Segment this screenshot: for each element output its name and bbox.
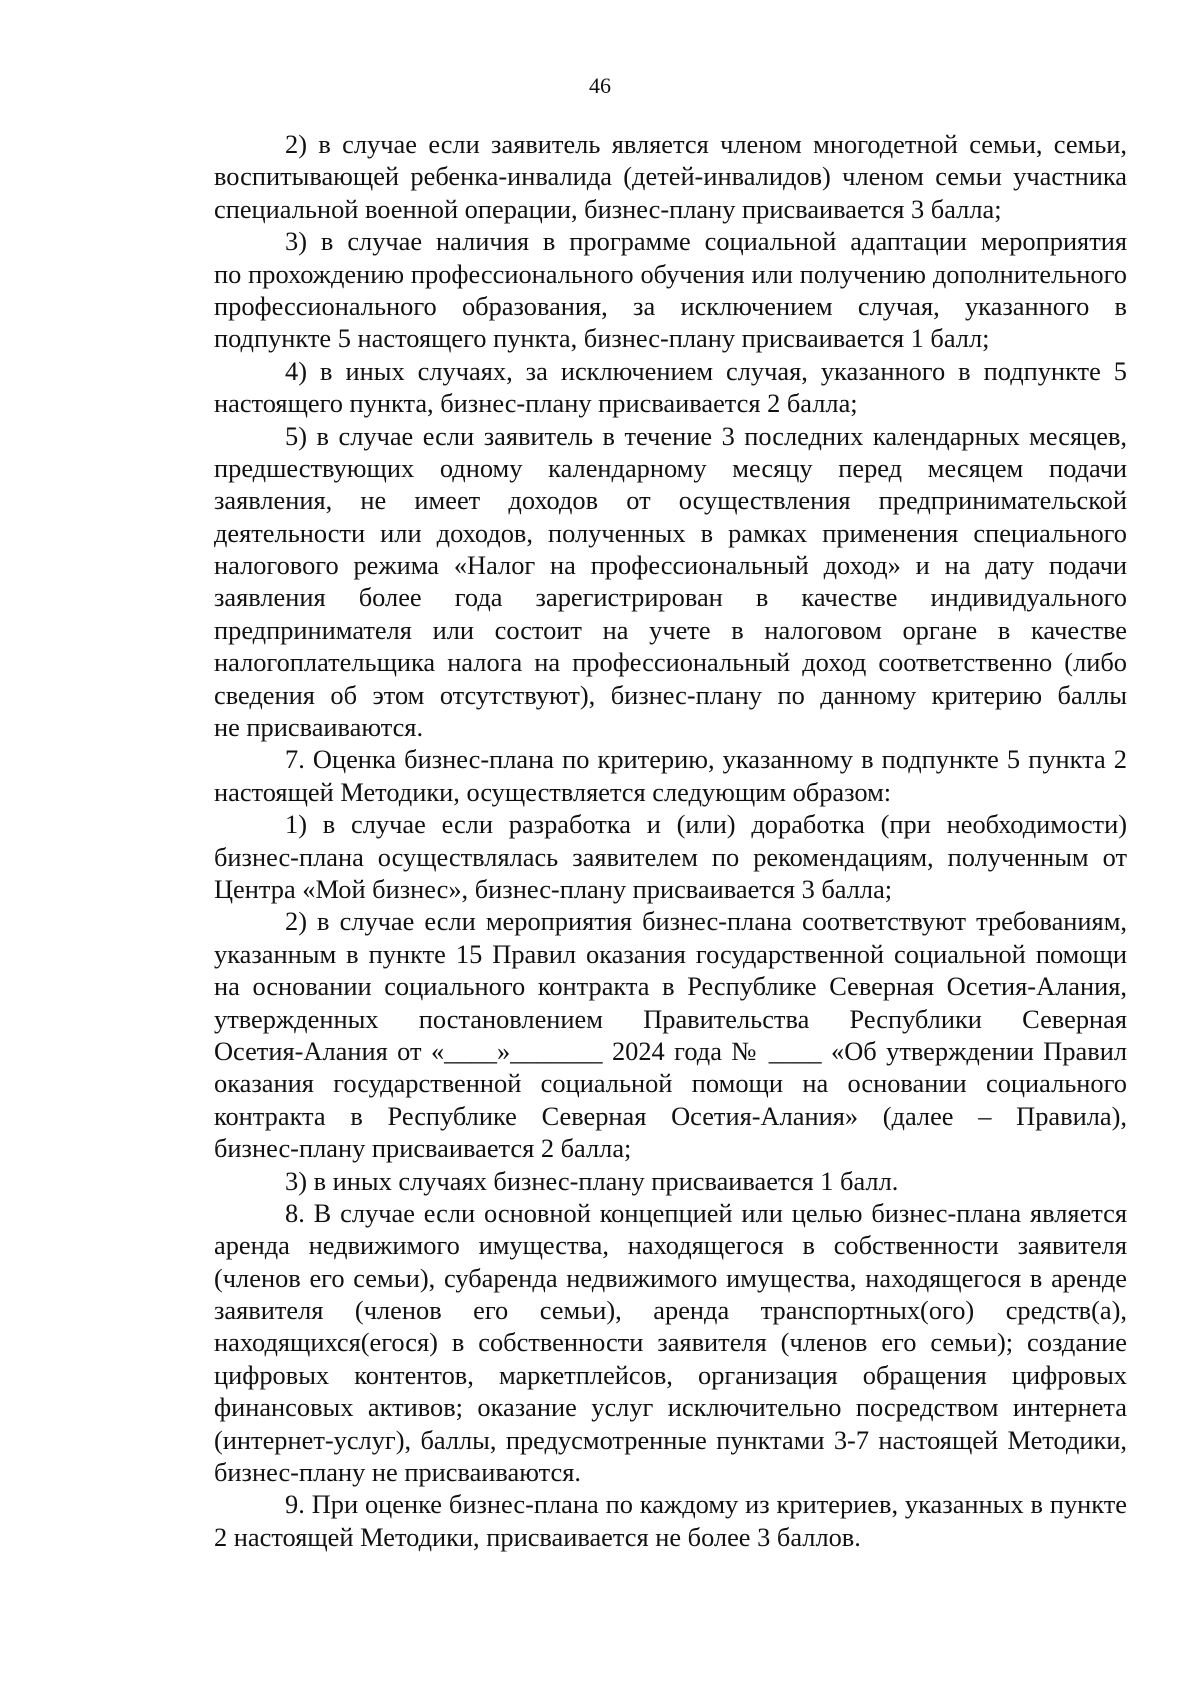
paragraph-item-8 xyxy=(143,1197,1127,1489)
text-line: профессионального образования, за исключением случая, указанного в xyxy=(214,290,1127,321)
text-line: 2 настоящей Методики, присваивается не более 3 баллов. xyxy=(214,1521,861,1552)
text-line: 5) в случае если заявитель в течение 3 последних календарных месяцев, xyxy=(285,420,1127,451)
text-line: специальной военной операции, бизнес-плану присваивается 3 балла; xyxy=(214,193,1002,224)
text-line: оказания государственной социальной помощи на основании социального xyxy=(214,1068,1127,1099)
paragraph-subitem-2-large-family xyxy=(143,128,1127,225)
text-line: подпункте 5 настоящего пункта, бизнес-плану присваивается 1 балл; xyxy=(214,323,990,354)
paragraph-subitem-4-other-cases xyxy=(143,355,1127,420)
page-number: 46 xyxy=(589,73,611,98)
text-line: (членов его семьи), субаренда недвижимого имущества, находящегося в аренде xyxy=(214,1262,1127,1293)
text-line: налогового режима «Налог на профессиональный доход» и на дату подачи xyxy=(214,550,1127,581)
text-line: контракта в Республике Северная Осетия-Алания» (далее – Правила), xyxy=(214,1100,1127,1131)
text-line: 2) в случае если мероприятия бизнес-плана соответствуют требованиям, xyxy=(285,906,1127,937)
text-line: бизнес-плана осуществлялась заявителем по рекомендациям, полученным от xyxy=(214,841,1127,872)
text-line: утвержденных постановлением Правительства Республики Северная xyxy=(214,1003,1127,1034)
text-line: настоящего пункта, бизнес-плану присваивается 2 балла; xyxy=(214,388,858,419)
text-line: бизнес-плану присваивается 2 балла; xyxy=(214,1133,632,1164)
text-line: 3) в случае наличия в программе социальной адаптации мероприятия xyxy=(285,226,1127,257)
text-line: на основании социального контракта в Республике Северная Осетия-Алания, xyxy=(214,971,1127,1002)
text-line: заявления более года зарегистрирован в качестве индивидуального xyxy=(214,582,1127,613)
paragraph-item-7-subitem-2 xyxy=(143,905,1127,1164)
text-line: заявителя (членов его семьи), аренда транспортных(ого) средств(а), xyxy=(214,1295,1127,1326)
text-line: по прохождению профессионального обучения или получению дополнительного xyxy=(214,258,1127,289)
paragraph-item-7-subitem-1 xyxy=(143,808,1127,905)
text-line: указанным в пункте 15 Правил оказания государственной социальной помощи xyxy=(214,938,1127,969)
text-line: финансовых активов; оказание услуг исключительно посредством интернета xyxy=(214,1392,1127,1423)
text-line: заявления, не имеет доходов от осуществления предпринимательской xyxy=(214,485,1127,516)
text-line: 3) в иных случаях бизнес-плану присваивается 1 балл. xyxy=(285,1165,899,1196)
text-line: 1) в случае если разработка и (или) доработка (при необходимости) xyxy=(285,809,1127,840)
text-line: (интернет-услуг), баллы, предусмотренные пунктами 3-7 настоящей Методики, xyxy=(214,1424,1127,1455)
text-line: настоящей Методики, осуществляется следующим образом: xyxy=(214,776,892,807)
text-line: бизнес-плану не присваиваются. xyxy=(214,1457,581,1488)
text-line: воспитывающей ребенка-инвалида (детей-инвалидов) членом семьи участника xyxy=(214,161,1127,192)
text-line: предшествующих одному календарному месяцу перед месяцем подачи xyxy=(214,452,1127,483)
text-line: Осетия-Алания от «____»_______ 2024 года № ____ «Об утверждении Правил xyxy=(214,1035,1127,1066)
paragraph-item-7-subitem-3 xyxy=(143,1165,1127,1197)
paragraph-item-7 xyxy=(143,743,1127,808)
text-line: предпринимателя или состоит на учете в налоговом органе в качестве xyxy=(214,614,1127,645)
text-line: 2) в случае если заявитель является членом многодетной семьи, семьи, xyxy=(285,129,1127,159)
text-line: 4) в иных случаях, за исключением случая, указанного в подпункте 5 xyxy=(285,355,1127,386)
text-line: налогоплательщика налога на профессиональный доход соответственно (либо xyxy=(214,647,1127,678)
text-line: 9. При оценке бизнес-плана по каждому из критериев, указанных в пункте xyxy=(285,1489,1127,1520)
paragraph-item-9 xyxy=(143,1488,1127,1553)
paragraph-subitem-5-no-income xyxy=(143,420,1127,744)
text-line: сведения об этом отсутствуют), бизнес-плану по данному критерию баллы xyxy=(214,679,1127,710)
text-line: деятельности или доходов, полученных в рамках применения специального xyxy=(214,517,1127,548)
text-line: аренда недвижимого имущества, находящегося в собственности заявителя xyxy=(214,1230,1127,1261)
text-line: не присваиваются. xyxy=(214,712,424,743)
text-line: 8. В случае если основной концепцией или целью бизнес-плана является xyxy=(285,1197,1127,1228)
paragraph-subitem-3-training xyxy=(143,225,1127,355)
document-body xyxy=(143,128,1127,1553)
text-line: Центра «Мой бизнес», бизнес-плану присваивается 3 балла; xyxy=(214,873,893,904)
text-line: цифровых контентов, маркетплейсов, организация обращения цифровых xyxy=(214,1359,1127,1390)
text-line: находящихся(егося) в собственности заявителя (членов его семьи); создание xyxy=(214,1327,1127,1358)
text-line: 7. Оценка бизнес-плана по критерию, указанному в подпункте 5 пункта 2 xyxy=(285,744,1127,775)
